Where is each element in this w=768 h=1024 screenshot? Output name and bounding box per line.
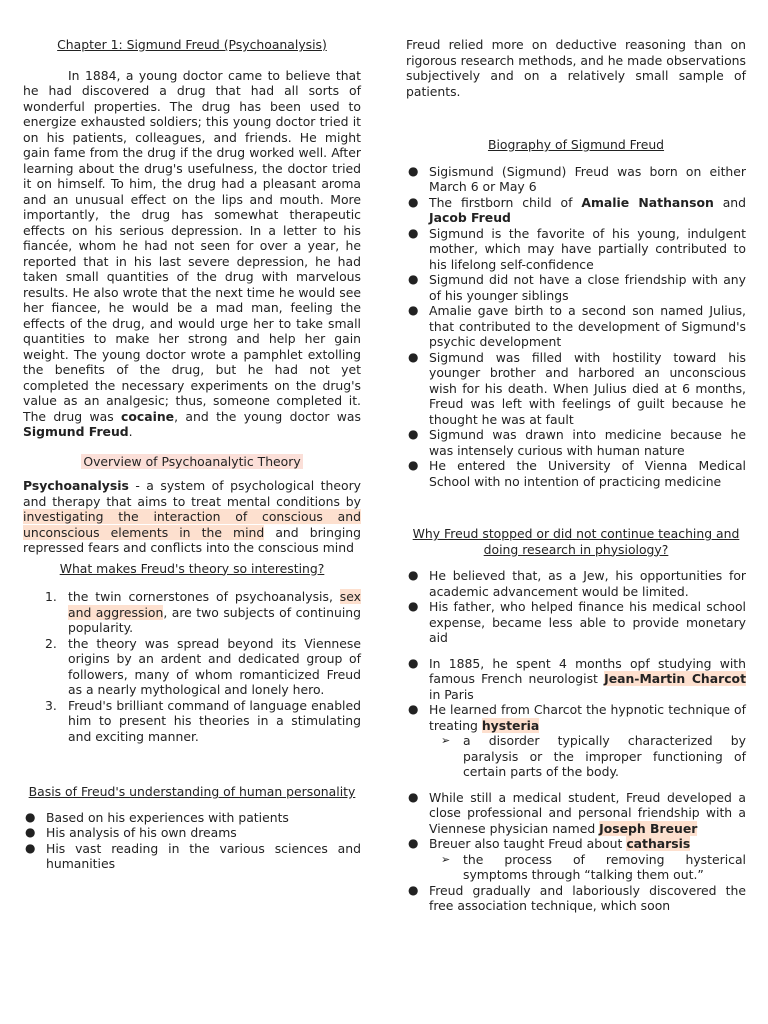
list-item: ● Sigmund was drawn into medicine because he was intensely curious with human nature bbox=[408, 427, 746, 458]
list-item: ● He entered the University of Vienna Medical School with no intention of practicing medicine bbox=[408, 458, 746, 489]
interesting-heading: What makes Freud's theory so interesting? bbox=[59, 560, 325, 576]
list-item: ● Amalie gave birth to a second son named Julius, that contributed to the development of Sigmund's psychic development bbox=[408, 303, 746, 349]
list-item: ● Sigmund was filled with hostility toward his younger brother and harbored an unconscious wish for his death. When Julius died at 6 months, Freud was left with feelings of guilt because he thought he was at fault bbox=[408, 349, 746, 427]
basis-heading: Basis of Freud's understanding of human personality bbox=[28, 784, 356, 799]
list-item: ● Freud gradually and laboriously discovered the free association technique, which soon bbox=[408, 882, 746, 913]
sub-list bbox=[441, 852, 746, 883]
right-column bbox=[406, 37, 746, 914]
biography-list bbox=[406, 164, 746, 490]
list-item: ● His analysis of his own dreams bbox=[25, 825, 237, 840]
left-column bbox=[23, 37, 361, 872]
list-item: ● In 1885, he spent 4 months opf studying with famous French neurologist Jean-Martin Charcot in Paris bbox=[408, 655, 746, 702]
deductive-paragraph: Freud relied more on deductive reasoning than on rigorous research methods, and he made observations subjectively and on a relatively small sample of patients. bbox=[406, 37, 746, 99]
why-heading: Why Freud stopped or did not continue teaching and doing research in physiology? bbox=[412, 526, 740, 557]
list-item: ● Sigmund did not have a close friendship with any of his younger siblings bbox=[408, 272, 746, 303]
list-item: ● Sigismund (Sigmund) Freud was born on either March 6 or May 6 bbox=[408, 163, 746, 194]
list-item: ● The firstborn child of Amalie Nathanson and Jacob Freud bbox=[408, 194, 747, 225]
arrow-icon: ➢ bbox=[441, 734, 451, 747]
bold-cocaine: cocaine bbox=[121, 408, 175, 424]
biography-heading: Biography of Sigmund Freud bbox=[487, 137, 665, 152]
list-item: ● He believed that, as a Jew, his opportunities for academic advancement would be limited. bbox=[408, 568, 746, 599]
list-item: ● His father, who helped finance his medical school expense, became less able to provide monetary aid bbox=[408, 599, 746, 645]
list-item: ● His vast reading in the various sciences and humanities bbox=[25, 840, 361, 871]
list-item: 3. Freud's brilliant command of language enabled him to present his theories in a stimulating and exciting manner. bbox=[45, 697, 361, 744]
sub-list-item: ➢ a disorder typically characterized by paralysis or the improper functioning of certain parts of the body. bbox=[441, 733, 746, 779]
charcot-list bbox=[406, 656, 746, 780]
sub-list bbox=[441, 733, 746, 780]
psychoanalysis-definition: Psychoanalysis - a system of psychological theory and therapy that aims to treat mental conditions by investigating the interaction of conscious and unconscious elements in the mind and bringing repressed fears and conflicts into the conscious mind bbox=[23, 478, 361, 555]
chapter-title: Chapter 1: Sigmund Freud (Psychoanalysis) bbox=[57, 37, 327, 52]
sub-list-item: ➢ the process of removing hysterical symptoms through “talking them out.” bbox=[441, 851, 746, 882]
arrow-icon: ➢ bbox=[441, 852, 451, 866]
breuer-list bbox=[406, 790, 746, 914]
list-item: ● He learned from Charcot the hypnotic technique of treating hysteria ➢ a disorder typically characterized by paralysis or the improper functioning of certain parts of the body. bbox=[408, 702, 746, 779]
overview-heading: Overview of Psychoanalytic Theory bbox=[83, 453, 301, 469]
list-item: ● While still a medical student, Freud developed a close professional and personal friendship with a Viennese physician named Joseph Breuer bbox=[408, 789, 746, 836]
intro-paragraph: In 1884, a young doctor came to believe that he had discovered a drug that had all sorts of wonderful properties. The drug has been used to energize exhausted soldiers; this young doctor tried it on his patients, colleagues, and friends. He might gain fame from the drug if the drug worked well. After learning about the drug's usefulness, the doctor tried it on himself. To him, the drug had a pleasant aroma and an unusual effect on the lips and mouth. More importantly, the drug has somewhat therapeutic effects on his serious depression. In a letter to his fiancée, whom he had not seen for over a year, he reported that in his last severe depression, he had taken small quantities of the drug with marvelous results. He also wrote that the next time he would see her fiancee, he would be a mad man, feeling the effects of the drug, and would urge her to take small quantities to make her strong and help her gain weight. The young doctor wrote a pamphlet extolling the benefits of the drug, but he had not yet completed the necessary experiments on the drug's value as an analgesic; thus, someone completed it. The drug was cocaine, and the young doctor was Sigmund Freud. bbox=[23, 67, 361, 439]
list-item: ● Based on his experiences with patients bbox=[25, 809, 289, 825]
list-item: ● Sigmund is the favorite of his young, indulgent mother, which may have partially contributed to his lifelong self-confidence bbox=[408, 225, 746, 272]
interesting-list bbox=[45, 589, 361, 744]
bold-sigmund-freud: Sigmund Freud bbox=[23, 424, 129, 439]
basis-list bbox=[23, 810, 361, 872]
list-item: 2. the theory was spread beyond its Viennese origins by an ardent and dedicated group of followers, many of whom romanticized Freud as a nearly mythological and lonely hero. bbox=[45, 635, 361, 697]
list-item: ● Breuer also taught Freud about catharsis ➢ the process of removing hysterical symptoms through “talking them out.” bbox=[408, 836, 746, 882]
why-list bbox=[406, 568, 746, 646]
list-item: 1. the twin cornerstones of psychoanalysis, sex and aggression, are two subjects of continuing popularity. bbox=[45, 589, 361, 635]
